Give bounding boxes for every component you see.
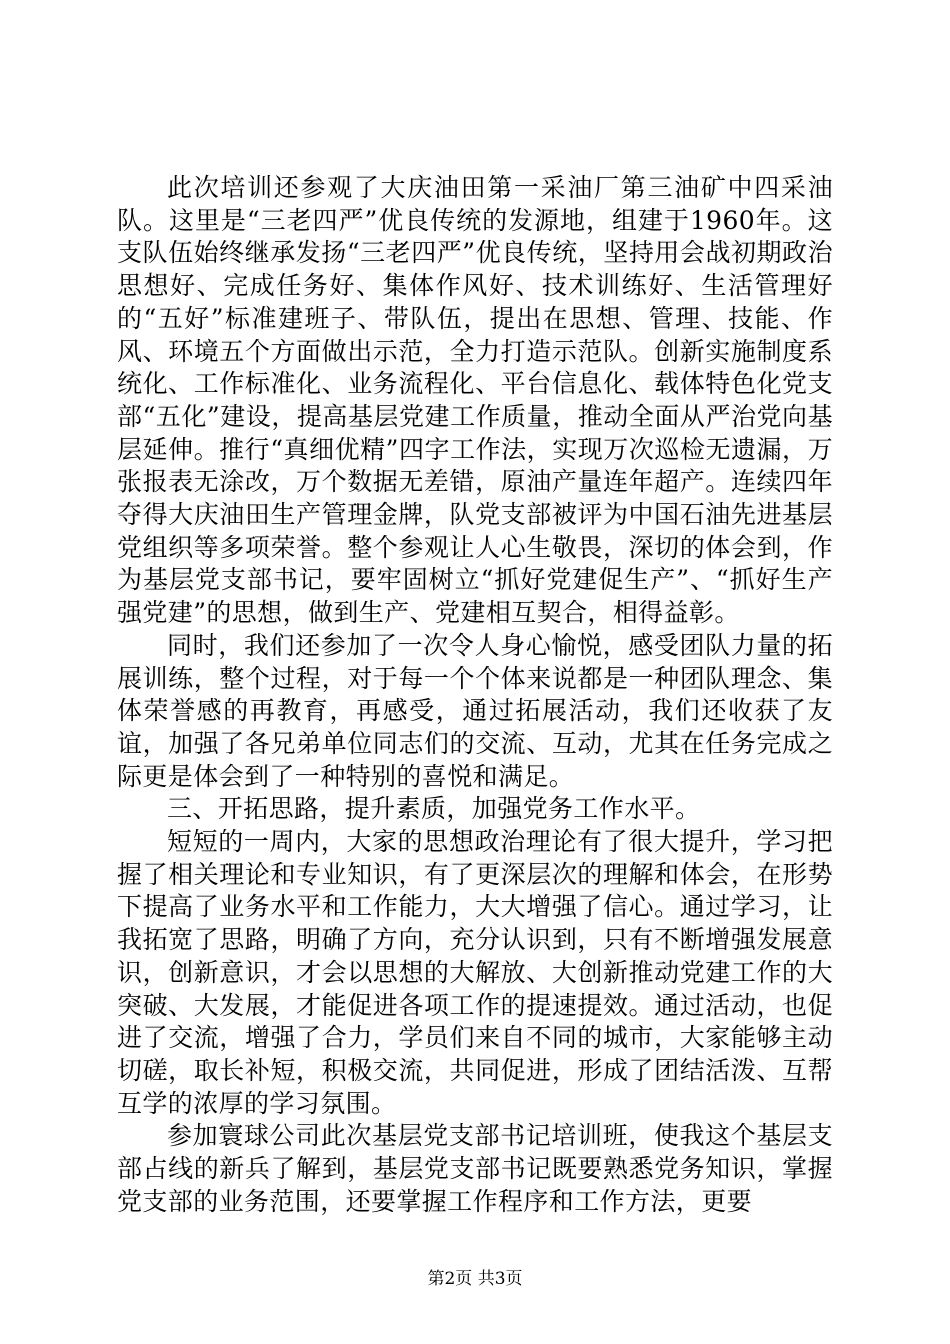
page-number-label: 第2页 共3页: [427, 1269, 523, 1289]
document-body: [117, 172, 833, 1219]
paragraph-4: 参加寰球公司此次基层党支部书记培训班，使我这个基层支部占线的新兵了解到，基层党支部书记既要熟悉党务知识，掌握党支部的业务范围，还要掌握工作程序和工作方法，更要: [117, 1121, 833, 1216]
paragraph-3: 短短的一周内，大家的思想政治理论有了很大提升，学习把握了相关理论和专业知识，有了更深层次的理解和体会，在形势下提高了业务水平和工作能力，大大增强了信心。通过学习，让我拓宽了思路，明确了方向，充分认识到，只有不断增强发展意识，创新意识，才会以思想的大解放、大创新推动党建工作的大突破、大发展，才能促进各项工作的提速提效。通过活动，也促进了交流，增强了合力，学员们来自不同的城市，大家能够主动切磋，取长补短，积极交流，共同促进，形成了团结活泼、互帮互学的浓厚的学习氛围。: [117, 827, 833, 1118]
section-heading: 三、开拓思路，提升素质，加强党务工作水平。: [167, 794, 701, 824]
paragraph-1: 此次培训还参观了大庆油田第一采油厂第三油矿中四采油队。这里是“三老四严”优良传统的发源地，组建于1960年。这支队伍始终继承发扬“三老四严”优良传统，坚持用会战初期政治思想好、完成任务好、集体作风好、技术训练好、生活管理好的“五好”标准建班子、带队伍，提出在思想、管理、技能、作风、环境五个方面做出示范，全力打造示范队。创新实施制度系统化、工作标准化、业务流程化、平台信息化、载体特色化党支部“五化”建设，提高基层党建工作质量，推动全面从严治党向基层延伸。推行“真细优精”四字工作法，实现万次巡检无遗漏，万张报表无涂改，万个数据无差错，原油产量连年超产。连续四年夺得大庆油田生产管理金牌，队党支部被评为中国石油先进基层党组织等多项荣誉。整个参观让人心生敬畏，深切的体会到，作为基层党支部书记，要牢固树立“抓好党建促生产”、“抓好生产强党建”的思想，做到生产、党建相互契合，相得益彰。: [117, 173, 833, 628]
paragraph-2: 同时，我们还参加了一次令人身心愉悦，感受团队力量的拓展训练，整个过程，对于每一个个体来说都是一种团队理念、集体荣誉感的再教育，再感受，通过拓展活动，我们还收获了友谊，加强了各兄弟单位同志们的交流、互动，尤其在任务完成之际更是体会到了一种特别的喜悦和满足。: [117, 630, 833, 791]
page-footer: [0, 1268, 950, 1290]
